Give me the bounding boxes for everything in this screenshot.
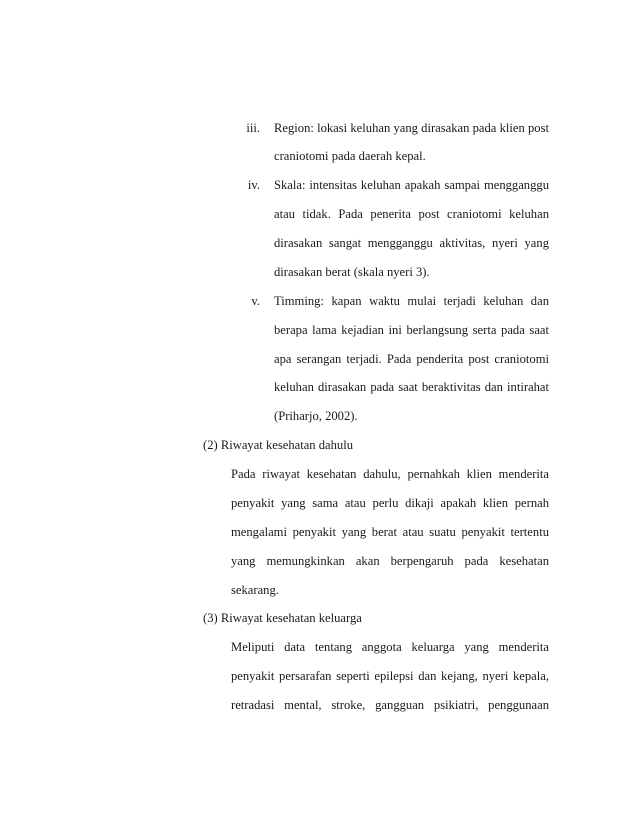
item-v-line-5: (Priharjo, 2002). — [274, 409, 358, 423]
item-iv-line-1: Skala: intensitas keluhan apakah sampai mengganggu — [274, 178, 549, 192]
section-3-line-2: penyakit persarafan seperti epilepsi dan kejang, nyeri kepala, — [231, 669, 549, 683]
item-v-line-1: Timming: kapan waktu mulai terjadi keluhan dan — [274, 294, 549, 308]
section-heading-riwayat-dahulu: (2) Riwayat kesehatan dahulu — [203, 438, 354, 452]
list-marker-v: v. — [251, 294, 260, 308]
section-2-line-4: yang memungkinkan akan berpengaruh pada kesehatan — [231, 554, 549, 568]
section-3-line-3: retradasi mental, stroke, gangguan psikiatri, penggunaan — [231, 698, 549, 712]
section-2-line-1: Pada riwayat kesehatan dahulu, pernahkah klien menderita — [231, 467, 549, 481]
item-v-line-3: apa serangan terjadi. Pada penderita post craniotomi — [274, 352, 549, 366]
item-iv-line-2: atau tidak. Pada penerita post craniotomi keluhan — [274, 207, 549, 221]
item-iii-line-2: craniotomi pada daerah kepal. — [274, 149, 426, 163]
section-2-line-2: penyakit yang sama atau perlu dikaji apakah klien pernah — [231, 496, 549, 510]
section-3-line-1: Meliputi data tentang anggota keluarga yang menderita — [231, 640, 549, 654]
section-heading-riwayat-keluarga: (3) Riwayat kesehatan keluarga — [203, 611, 362, 625]
list-marker-iii: iii. — [246, 121, 260, 135]
item-iv-line-4: dirasakan berat (skala nyeri 3). — [274, 265, 430, 279]
item-iii-line-1: Region: lokasi keluhan yang dirasakan pada klien post — [274, 121, 549, 135]
item-iv-line-3: dirasakan sangat mengganggu aktivitas, nyeri yang — [274, 236, 549, 250]
item-v-line-4: keluhan dirasakan pada saat beraktivitas dan intirahat — [274, 380, 549, 394]
list-marker-iv: iv. — [247, 178, 260, 192]
section-2-line-3: mengalami penyakit yang berat atau suatu penyakit tertentu — [231, 525, 549, 539]
section-2-line-5: sekarang. — [231, 583, 279, 597]
item-v-line-2: berapa lama kejadian ini berlangsung serta pada saat — [274, 323, 549, 337]
